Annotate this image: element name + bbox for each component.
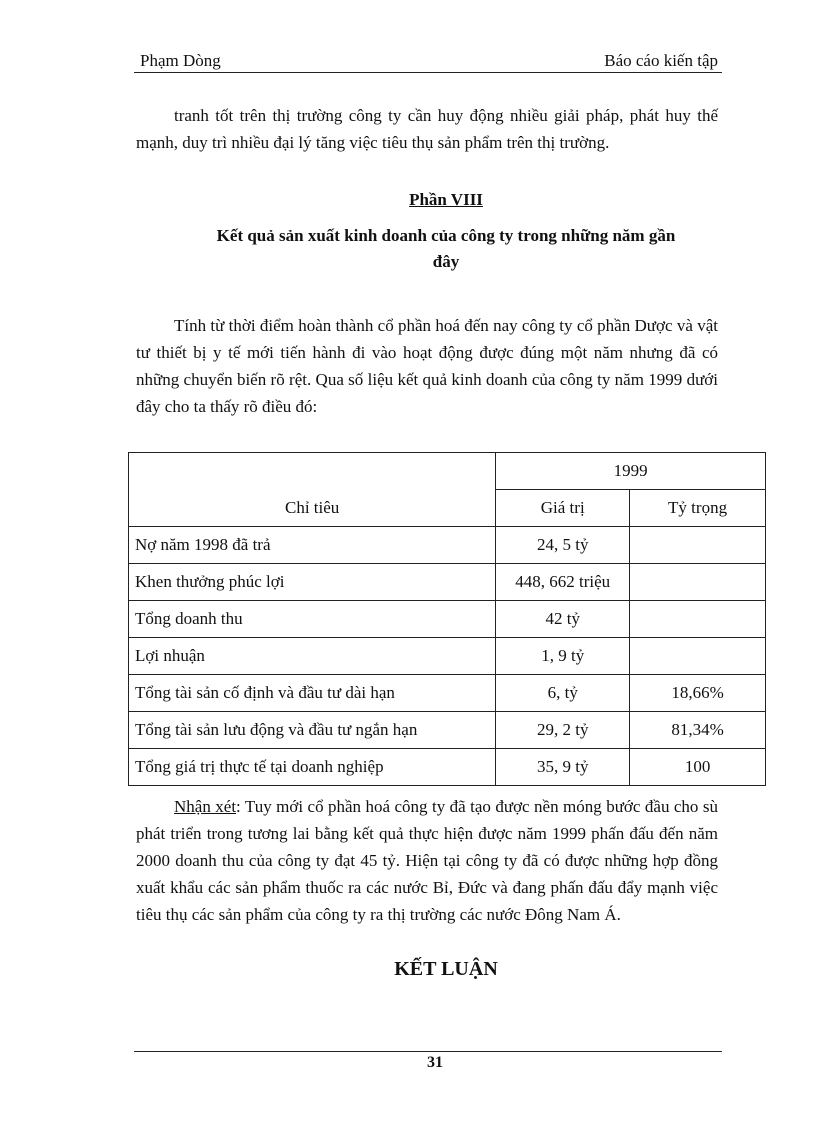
row-share [630, 638, 766, 675]
header-report-type: Báo cáo kiến tập [604, 51, 718, 70]
row-value: 24, 5 tỷ [496, 527, 630, 564]
row-share: 18,66% [630, 675, 766, 712]
value-header: Giá trị [496, 490, 630, 527]
page-number: 31 [427, 1054, 443, 1071]
year-header: 1999 [496, 453, 766, 490]
row-share [630, 564, 766, 601]
table-row [129, 749, 766, 786]
page-header [134, 48, 722, 73]
section-subtitle [136, 223, 756, 275]
row-share: 81,34% [630, 712, 766, 749]
intro-paragraph: tranh tốt trên thị trường công ty cần huy động nhiều giải pháp, phát huy thế mạnh, duy trì nhiều đại lý tăng việc tiêu thụ sản phẩm trên thị trường. [136, 106, 718, 152]
row-value: 6, tỷ [496, 675, 630, 712]
row-value: 35, 9 tỷ [496, 749, 630, 786]
section-subtitle-line1: Kết quả sản xuất kinh doanh của công ty trong những năm gần [216, 226, 676, 245]
share-header: Tỷ trọng [630, 490, 766, 527]
section-title: Phần VIII [409, 190, 483, 209]
remark-paragraph [136, 793, 718, 928]
table-row [129, 601, 766, 638]
table-header-row [129, 453, 766, 490]
footer-divider [134, 1051, 722, 1052]
row-value: 1, 9 tỷ [496, 638, 630, 675]
row-share [630, 601, 766, 638]
row-criteria: Tổng giá trị thực tế tại doanh nghiệp [129, 749, 496, 786]
section-subtitle-line2: đây [432, 252, 460, 271]
row-criteria: Nợ năm 1998 đã trả [129, 527, 496, 564]
results-table [128, 452, 766, 786]
table-row [129, 712, 766, 749]
remark-text: : Tuy mới cổ phần hoá công ty đã tạo được nền móng bước đầu cho sù phát triển trong tương lai bằng kết quả thực hiện được năm 1999 phấn đấu đến năm 2000 doanh thu của công ty đạt 45 tỷ. Hiện tại công ty đã có được những hợp đồng xuất khẩu các sản phẩm thuốc ra các nước Bỉ, Đức và đang phấn đấu đẩy mạnh việc tiêu thụ các sản phẩm của công ty ra thị trường các nước Đông Nam Á. [136, 797, 718, 924]
row-criteria: Tổng tài sản lưu động và đầu tư ngắn hạn [129, 712, 496, 749]
conclusion-heading: KẾT LUẬN [394, 958, 498, 980]
header-author: Phạm Dòng [140, 51, 221, 70]
row-share [630, 527, 766, 564]
row-share: 100 [630, 749, 766, 786]
table-row [129, 564, 766, 601]
row-value: 29, 2 tỷ [496, 712, 630, 749]
row-criteria: Khen thưởng phúc lợi [129, 564, 496, 601]
table-row [129, 527, 766, 564]
row-value: 448, 662 triệu [496, 564, 630, 601]
row-criteria: Tổng doanh thu [129, 601, 496, 638]
row-criteria: Tổng tài sản cố định và đầu tư dài hạn [129, 675, 496, 712]
table-row [129, 675, 766, 712]
row-value: 42 tỷ [496, 601, 630, 638]
table-row [129, 638, 766, 675]
row-criteria: Lợi nhuận [129, 638, 496, 675]
body-paragraph: Tính từ thời điểm hoàn thành cổ phần hoá đến nay công ty cổ phần Dược và vật tư thiết bị y tế mới tiến hành đi vào hoạt động được đúng một năm nhưng đã có những chuyển biến rõ rệt. Qua số liệu kết quả kinh doanh của công ty năm 1999 dưới đây cho ta thấy rõ điều đó: [136, 316, 718, 416]
criteria-header: Chỉ tiêu [129, 453, 496, 527]
remark-label: Nhận xét [174, 797, 237, 816]
